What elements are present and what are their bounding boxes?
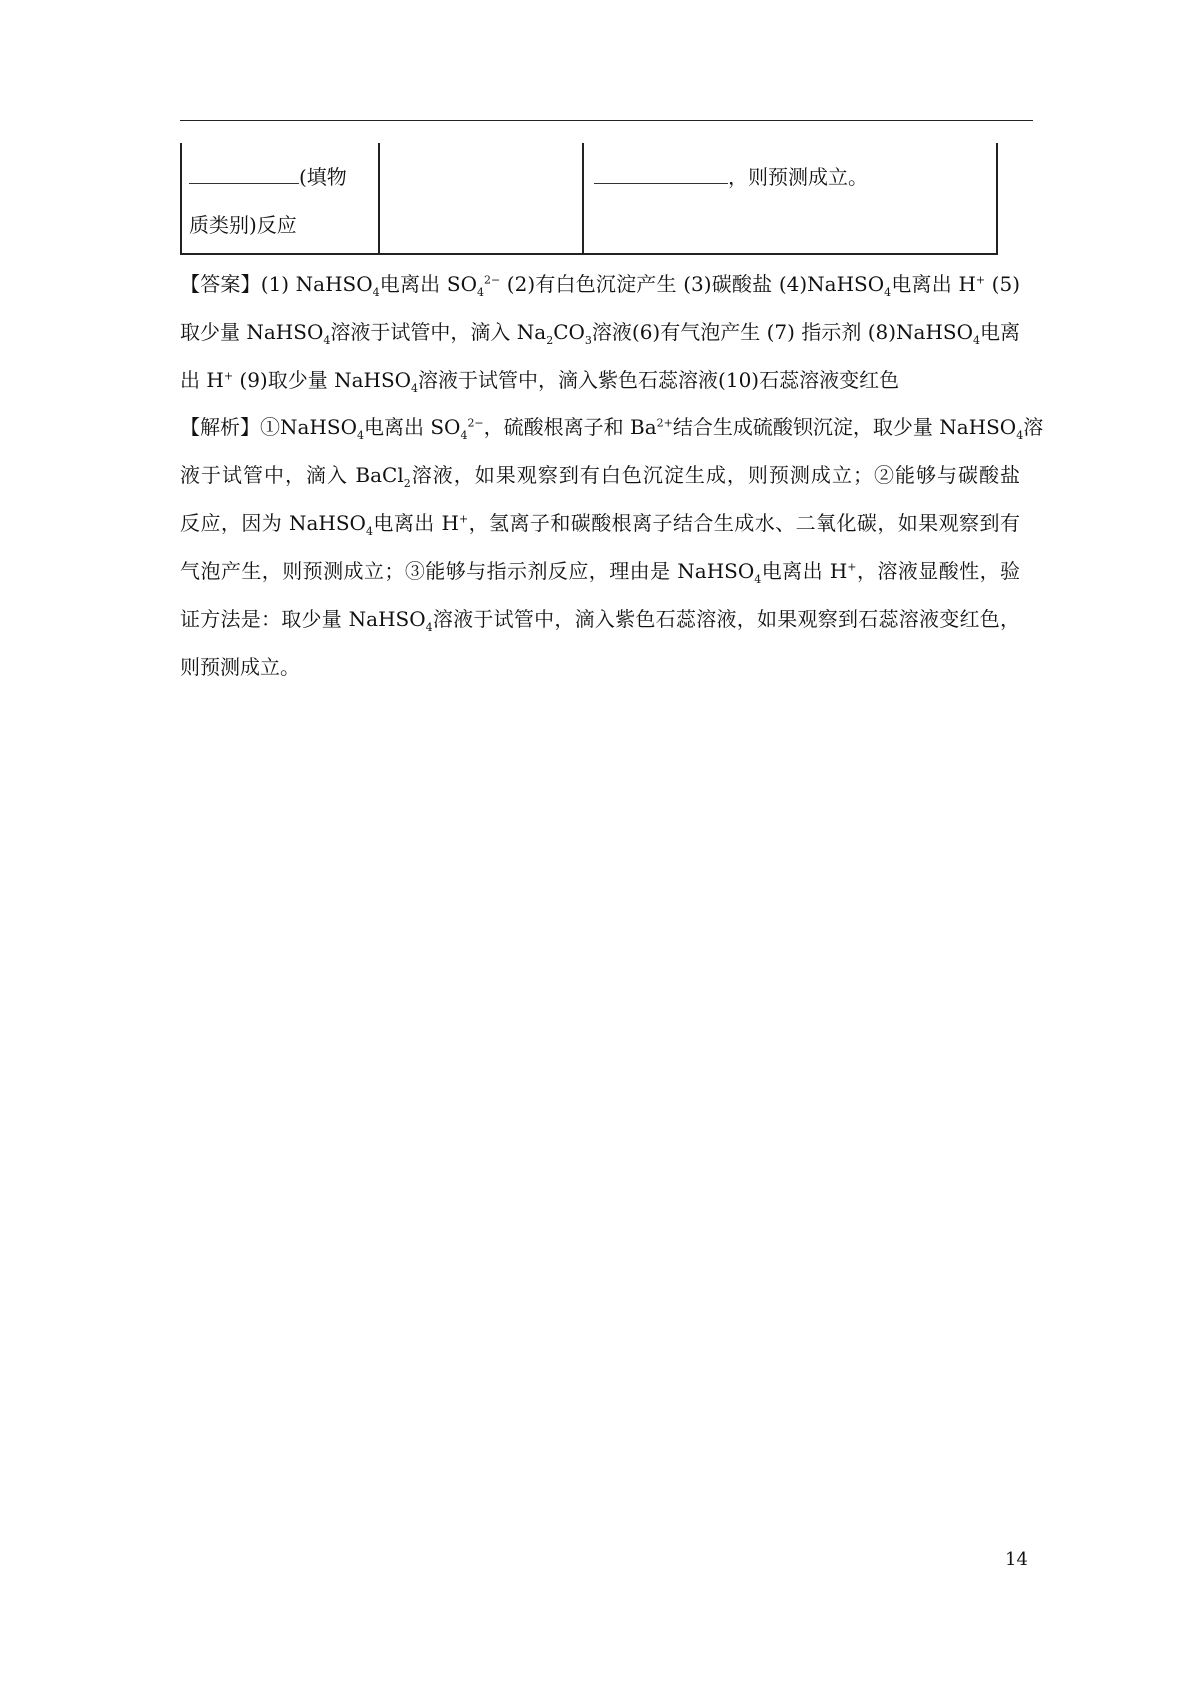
page-number: 14 xyxy=(1005,1549,1028,1570)
analysis-line-5: 证方法是：取少量 NaHSO$_4$溶液于试管中，滴入紫色石蕊溶液，如果观察到石蕊溶液变红色， xyxy=(180,607,1021,634)
table-cell-1-line-1: (填物 xyxy=(189,165,347,189)
fill-blank xyxy=(189,165,299,184)
answer-line-2: 取少量 NaHSO$_4$溶液于试管中，滴入 $Na_2CO_3$溶液(6)有气泡产生 (7) 指示剂 (8)NaHSO$_4$电离 xyxy=(180,320,1021,347)
fill-blank xyxy=(594,165,728,184)
analysis-line-6: 则预测成立。 xyxy=(180,655,300,679)
answer-line-3: 出 H+ (9)取少量 NaHSO$_4$溶液于试管中，滴入紫色石蕊溶液(10)石蕊溶液变红色 xyxy=(180,368,900,395)
table-divider-1 xyxy=(378,143,380,255)
table-fragment xyxy=(180,143,998,255)
table-cell-3-text: ，则预测成立。 xyxy=(594,165,868,189)
answer-line-1: 【答案】(1) NaHSO$_4$电离出 $SO_4^{2-}$ (2)有白色沉淀产生 (3)碳酸盐 (4)NaHSO$_4$电离出 H+ (5) xyxy=(180,272,1021,299)
header-rule xyxy=(180,120,1033,121)
analysis-line-2: 液于试管中，滴入 BaCl$_2$溶液，如果观察到有白色沉淀生成，则预测成立；②能够与碳酸盐 xyxy=(180,463,1021,490)
table-border-left xyxy=(180,143,182,255)
table-cell-1-line-2: 质类别)反应 xyxy=(189,213,297,237)
table-divider-2 xyxy=(582,143,584,255)
analysis-line-3: 反应，因为 NaHSO$_4$电离出 H+，氢离子和碳酸根离子结合生成水、二氧化碳，如果观察到有 xyxy=(180,511,1020,538)
analysis-line-4: 气泡产生，则预测成立；③能够与指示剂反应，理由是 NaHSO$_4$电离出 H+，溶液显酸性，验 xyxy=(180,559,1021,586)
analysis-line-1: 【解析】①NaHSO$_4$电离出 $SO_4^{2-}$，硫酸根离子和 $Ba^{2+}$结合生成硫酸钡沉淀，取少量 NaHSO$_4$溶 xyxy=(180,415,1044,442)
table-border-right xyxy=(996,143,998,255)
